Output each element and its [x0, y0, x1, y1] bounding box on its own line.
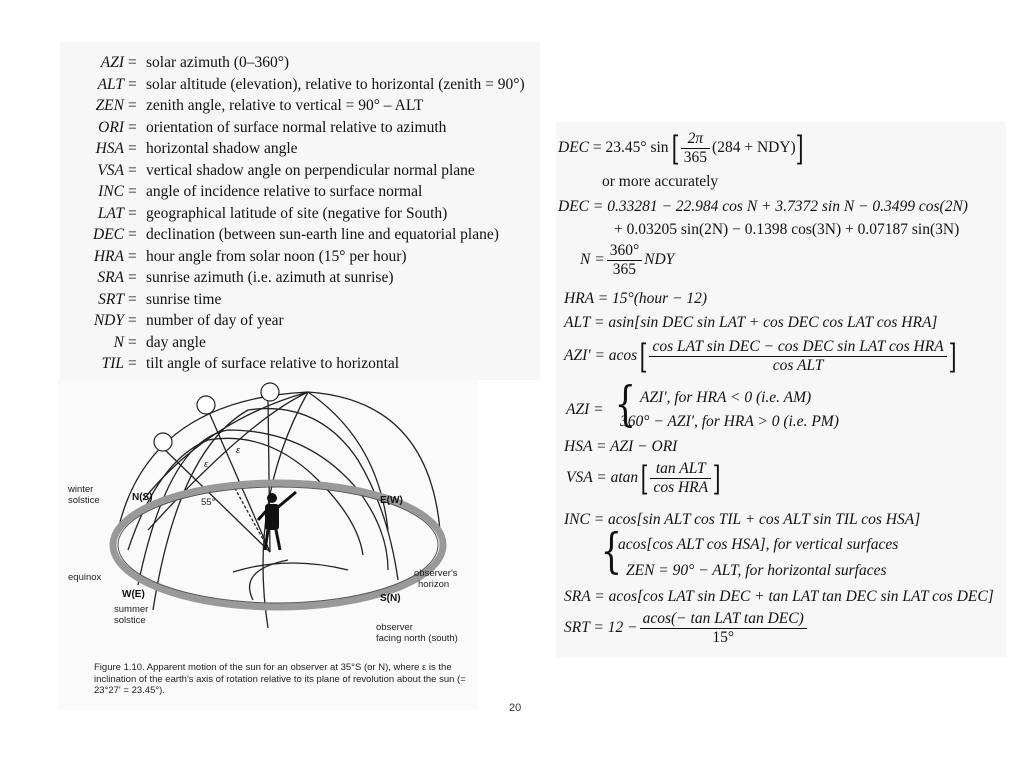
eq-azi-lhs: AZI = — [566, 401, 604, 418]
definition-row — [60, 181, 540, 202]
eq-azi-case-am: AZI', for HRA < 0 (i.e. AM) — [640, 389, 812, 406]
definition-symbol: LAT — [97, 204, 124, 222]
definition-equals: = — [128, 333, 137, 351]
n-post: NDY — [644, 251, 675, 269]
definition-equals: = — [128, 161, 137, 179]
definition-equals: = — [128, 312, 137, 329]
eq-inc: INC = acos[sin ALT cos TIL + cos ALT sin TIL cos HSA] — [564, 511, 921, 528]
definition-symbol: SRA — [97, 269, 124, 286]
eq-alt: ALT = asin[sin DEC sin LAT + cos DEC cos LAT cos HRA] — [564, 314, 938, 331]
label-winter: winter — [68, 484, 94, 495]
eq-inc-horizontal: ZEN = 90° − ALT, for horizontal surfaces — [626, 562, 887, 579]
label-observers: observer's — [414, 568, 458, 579]
definition-text: declination (between sun-earth line and equatorial plane) — [146, 226, 499, 243]
vsa-frac-num: tan ALT — [650, 460, 711, 479]
dec-lhs: DEC — [558, 139, 589, 157]
dec-frac-den: 365 — [683, 149, 708, 166]
definition-row — [60, 74, 540, 95]
figure-caption: Figure 1.10. Apparent motion of the sun for an observer at 35°S (or N), where ε is the inclination of the earth's axis of rotation relative to its plane of revolution about the sun (= 23°27' = 23.45°). — [94, 662, 466, 696]
equations-panel — [556, 122, 1006, 657]
n-frac-den: 365 — [612, 261, 637, 278]
definition-symbol: HSA — [95, 140, 124, 157]
definition-symbol: N — [113, 333, 124, 351]
ray-1 — [163, 448, 270, 552]
eq-srt — [564, 610, 809, 647]
definition-row — [60, 138, 540, 159]
definition-equals: = — [128, 140, 137, 157]
ray-55 — [233, 485, 270, 552]
definition-text: hour angle from solar noon (15° per hour) — [146, 247, 407, 265]
eq-vsa: VSA = atan[ $\frac{\text{tan ALT}}{\text{cos HRA}}$ ] — [566, 458, 721, 499]
definition-row — [60, 267, 540, 288]
definitions-panel — [60, 42, 540, 380]
azip-lhs: AZI' = acos — [564, 347, 638, 365]
eq-azi-case-pm: 360° − AZI', for HRA > 0 (i.e. PM) — [620, 413, 839, 430]
definition-symbol: INC — [98, 183, 124, 200]
definition-equals: = — [128, 204, 137, 222]
label-ew: E(W) — [380, 495, 403, 506]
definition-equals: = — [128, 247, 137, 265]
definition-equals: = — [128, 355, 137, 372]
label-horizon: horizon — [418, 579, 450, 590]
definition-row — [60, 224, 540, 245]
definition-symbol: HRA — [93, 247, 124, 265]
definition-text: zenith angle, relative to vertical = 90° – ALT — [146, 97, 424, 114]
label-sn: S(N) — [380, 593, 401, 604]
eq-azi-prime: AZI' = acos[ $\frac{\text{cos LAT sin DEC − cos DEC sin LAT cos HRA}}{\text{cos ALT}}$ ] — [564, 336, 957, 377]
definition-symbol: NDY — [93, 312, 124, 329]
definition-symbol: ALT — [97, 75, 124, 93]
definition-equals: = — [128, 290, 137, 308]
dec-post: (284 + NDY) — [712, 139, 796, 157]
definition-row — [60, 332, 540, 353]
label-winter-solstice: solstice — [68, 495, 100, 506]
definition-text: horizontal shadow angle — [146, 140, 298, 157]
definition-symbol: AZI — [100, 54, 124, 71]
eq-dec-simple: DEC = 23.45° sin[ $\frac{2\pi}{365}$ (284 + NDY)] — [558, 128, 804, 169]
srt-frac-den: 15° — [712, 629, 735, 646]
label-we: W(E) — [122, 589, 145, 600]
srt-lhs: SRT = 12 − — [564, 619, 638, 637]
dec-frac-num: 2π — [681, 130, 710, 149]
definition-equals: = — [128, 97, 137, 114]
horizon-inner-arc — [233, 563, 348, 572]
definition-row — [60, 95, 540, 116]
sun-path-figure — [58, 380, 478, 710]
eq-inc-vertical: acos[cos ALT cos HSA], for vertical surfaces — [618, 536, 899, 553]
sun-icon — [154, 383, 279, 451]
vsa-lhs: VSA = atan — [566, 469, 639, 487]
azip-frac-num: cos LAT sin DEC − cos DEC sin LAT cos HRA — [649, 338, 946, 357]
eq-hra: HRA = 15°(hour − 12) — [564, 290, 708, 307]
definition-equals: = — [128, 226, 137, 243]
definition-equals: = — [128, 183, 137, 200]
definition-text: number of day of year — [146, 312, 284, 329]
definition-text: solar azimuth (0–360°) — [146, 54, 290, 71]
label-facing-north: facing north (south) — [376, 633, 458, 644]
definition-row — [60, 117, 540, 138]
definition-symbol: DEC — [93, 226, 124, 243]
inc-brace: { — [600, 523, 622, 579]
definition-row — [60, 52, 540, 73]
dec-pre: = 23.45° sin — [592, 139, 669, 157]
definition-text: solar altitude (elevation), relative to horizontal (zenith = 90°) — [146, 75, 525, 93]
definition-symbol: ORI — [98, 118, 124, 136]
n-lhs: N = — [580, 251, 605, 269]
label-equinox: equinox — [68, 572, 102, 583]
definition-text: day angle — [146, 333, 206, 351]
eq-dec-accurate-2: + 0.03205 sin(2N) − 0.1398 cos(3N) + 0.07187 sin(3N) — [614, 221, 960, 238]
label-55: 55° — [201, 497, 216, 508]
azi-brace: { — [614, 376, 636, 432]
definition-text: orientation of surface normal relative to azimuth — [146, 118, 447, 136]
definition-text: sunrise azimuth (i.e. azimuth at sunrise) — [146, 269, 394, 286]
definition-text: angle of incidence relative to surface normal — [146, 183, 423, 200]
eq-dec-accurate-1: DEC = 0.33281 − 22.984 cos N + 3.7372 sin N − 0.3499 cos(2N) — [558, 198, 968, 215]
definition-text: vertical shadow angle on perpendicular normal plane — [146, 161, 475, 179]
label-epsilon-1: ε — [204, 459, 209, 470]
page-number: 20 — [509, 702, 522, 714]
definition-text: sunrise time — [146, 290, 222, 308]
eq-more-accurately: or more accurately — [602, 173, 719, 190]
definition-text: tilt angle of surface relative to horizontal — [146, 355, 400, 372]
n-frac-num: 360° — [607, 242, 642, 261]
eq-day-angle — [580, 242, 674, 279]
definition-symbol: VSA — [97, 161, 124, 179]
definition-equals: = — [128, 269, 137, 286]
definition-symbol: ZEN — [95, 97, 124, 114]
definition-row — [60, 246, 540, 267]
label-summer-solstice: solstice — [114, 615, 146, 626]
definition-equals: = — [128, 54, 137, 71]
definition-symbol: TIL — [101, 355, 124, 372]
label-epsilon-2: ε — [236, 445, 241, 456]
definition-row — [60, 353, 540, 374]
vsa-frac-den: cos HRA — [653, 479, 709, 496]
label-ns: N(S) — [132, 492, 153, 503]
definition-equals: = — [128, 118, 137, 136]
eq-hsa: HSA = AZI − ORI — [564, 438, 678, 455]
definition-row — [60, 203, 540, 224]
definition-text: geographical latitude of site (negative for South) — [146, 204, 448, 222]
definition-row — [60, 289, 540, 310]
sun-path-diagram — [58, 380, 478, 660]
definition-symbol: SRT — [98, 290, 124, 308]
srt-frac-num: acos(− tan LAT tan DEC) — [640, 610, 807, 629]
definition-equals: = — [128, 75, 137, 93]
azip-frac-den: cos ALT — [772, 357, 824, 374]
definition-row — [60, 160, 540, 181]
label-observer: observer — [376, 622, 413, 633]
label-summer: summer — [114, 604, 149, 615]
definition-row — [60, 310, 540, 331]
eq-sra: SRA = acos[cos LAT sin DEC + tan LAT tan DEC sin LAT cos DEC] — [564, 588, 994, 605]
